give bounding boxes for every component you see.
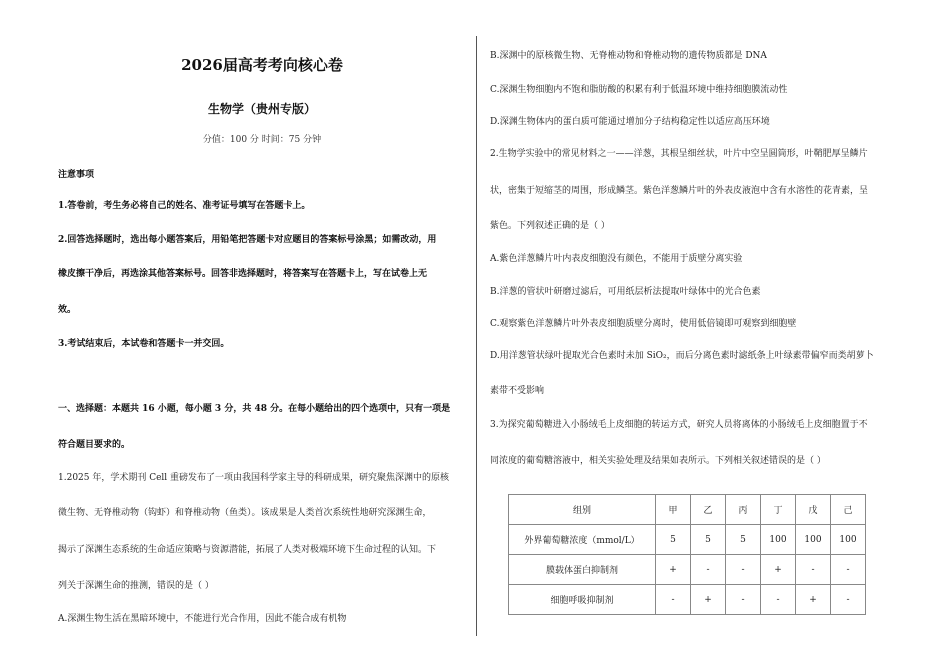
- table-header-cell: 己: [831, 495, 866, 525]
- table-header-cell: 甲: [656, 495, 691, 525]
- section-heading-1: 一、选择题：本题共 16 小题，每小题 3 分，共 48 分。在每小题给出的四个选项中，只有一项是: [58, 404, 451, 414]
- exam-title: 2026届高考考向核心卷: [181, 56, 343, 74]
- table-header-row: [509, 495, 866, 525]
- table-cell: 细胞呼吸抑制剂: [509, 585, 656, 615]
- q3-line-1: 3.为探究葡萄糖进入小肠绒毛上皮细胞的转运方式，研究人员将离体的小肠绒毛上皮细胞置于不: [490, 420, 868, 430]
- right-column: [490, 0, 895, 672]
- table-row: [509, 555, 866, 585]
- table-cell: 100: [796, 525, 831, 555]
- table-header-cell: 乙: [691, 495, 726, 525]
- q1-line-3: 揭示了深渊生态系统的生命适应策略与资源潜能，拓展了人类对极端环境下生命过程的认知。下: [58, 545, 437, 555]
- table-header-cell: 丁: [761, 495, 796, 525]
- table-header-cell: 组别: [509, 495, 656, 525]
- q2-option-b: B.洋葱的管状叶研磨过滤后，可用纸层析法提取叶绿体中的光合色素: [490, 287, 761, 297]
- q1-option-d: D.深渊生物体内的蛋白质可能通过增加分子结构稳定性以适应高压环境: [490, 117, 770, 127]
- table-cell: -: [656, 585, 691, 615]
- table-cell: 外界葡萄糖浓度（mmol/L）: [509, 525, 656, 555]
- notes-line-2c: 效。: [58, 305, 77, 315]
- q1-option-b: B.深渊中的原核微生物、无脊椎动物和脊椎动物的遗传物质都是 DNA: [490, 51, 767, 61]
- q2-option-a: A.紫色洋葱鳞片叶内表皮细胞没有颜色，不能用于质壁分离实验: [490, 254, 743, 264]
- table-row: [509, 525, 866, 555]
- q2-line-1: 2.生物学实验中的常见材料之一——洋葱，其根呈细丝状，叶片中空呈圆筒形，叶鞘肥厚呈鳞片: [490, 149, 868, 159]
- table-cell: -: [831, 555, 866, 585]
- q2-option-c: C.观察紫色洋葱鳞片叶外表皮细胞质壁分离时，使用低倍镜即可观察到细胞壁: [490, 319, 797, 329]
- table-cell: 5: [691, 525, 726, 555]
- table-cell: +: [691, 585, 726, 615]
- notes-line-2a: 2.回答选择题时，选出每小题答案后，用铅笔把答题卡对应题目的答案标号涂黑；如需改动，用: [58, 235, 437, 245]
- notes-line-2b: 橡皮擦干净后，再选涂其他答案标号。回答非选择题时，将答案写在答题卡上，写在试卷上无: [58, 269, 428, 279]
- table-cell: 100: [831, 525, 866, 555]
- table-cell: 100: [761, 525, 796, 555]
- q1-option-c: C.深渊生物细胞内不饱和脂肪酸的积累有利于低温环境中维持细胞膜流动性: [490, 85, 788, 95]
- q3-line-2: 同浓度的葡萄糖溶液中，相关实验处理及结果如表所示。下列相关叙述错误的是（ ）: [490, 456, 826, 466]
- table-cell: -: [831, 585, 866, 615]
- table-cell: -: [761, 585, 796, 615]
- q2-option-d-2: 素带不受影响: [490, 386, 545, 396]
- table-cell: +: [761, 555, 796, 585]
- q1-line-2: 微生物、无脊椎动物（钩虾）和脊椎动物（鱼类）。该成果是人类首次系统性地研究深渊生命，: [58, 508, 432, 518]
- table-header-cell: 戊: [796, 495, 831, 525]
- q2-option-d-1: D.用洋葱管状绿叶提取光合色素时未加 SiO₂，而后分离色素时滤纸条上叶绿素带偏窄而类胡萝卜: [490, 351, 874, 361]
- exam-subtitle: 生物学（贵州专版）: [207, 102, 316, 116]
- notes-line-1: 1.答卷前，考生务必将自己的姓名、准考证号填写在答题卡上。: [58, 201, 311, 211]
- table-cell: -: [796, 555, 831, 585]
- left-column: [58, 0, 466, 672]
- notes-line-3: 3.考试结束后，本试卷和答题卡一并交回。: [58, 339, 230, 349]
- exam-meta: 分值：100 分 时间：75 分钟: [202, 135, 322, 145]
- experiment-table: [508, 494, 866, 615]
- table-cell: +: [656, 555, 691, 585]
- q1-line-4: 列关于深渊生命的推测，错误的是（ ）: [58, 581, 214, 591]
- notes-heading: 注意事项: [58, 170, 95, 180]
- column-divider: [476, 36, 477, 636]
- table-cell: 5: [726, 525, 761, 555]
- table-cell: 膜载体蛋白抑制剂: [509, 555, 656, 585]
- table-cell: -: [691, 555, 726, 585]
- table-cell: -: [726, 585, 761, 615]
- table-header-cell: 丙: [726, 495, 761, 525]
- q1-line-1: 1.2025 年，学术期刊 Cell 重磅发布了一项由我国科学家主导的科研成果，研究聚焦深渊中的原核: [58, 473, 450, 483]
- q2-line-3: 紫色。下列叙述正确的是（ ）: [490, 221, 610, 231]
- table-cell: 5: [656, 525, 691, 555]
- q2-line-2: 状，密集于短缩茎的周围，形成鳞茎。紫色洋葱鳞片叶的外表皮液泡中含有水溶性的花青素，呈: [490, 186, 869, 196]
- section-heading-2: 符合题目要求的。: [58, 440, 131, 450]
- q1-option-a: A.深渊生物生活在黑暗环境中，不能进行光合作用，因此不能合成有机物: [58, 614, 347, 624]
- table-cell: +: [796, 585, 831, 615]
- table-cell: -: [726, 555, 761, 585]
- table-row: [509, 585, 866, 615]
